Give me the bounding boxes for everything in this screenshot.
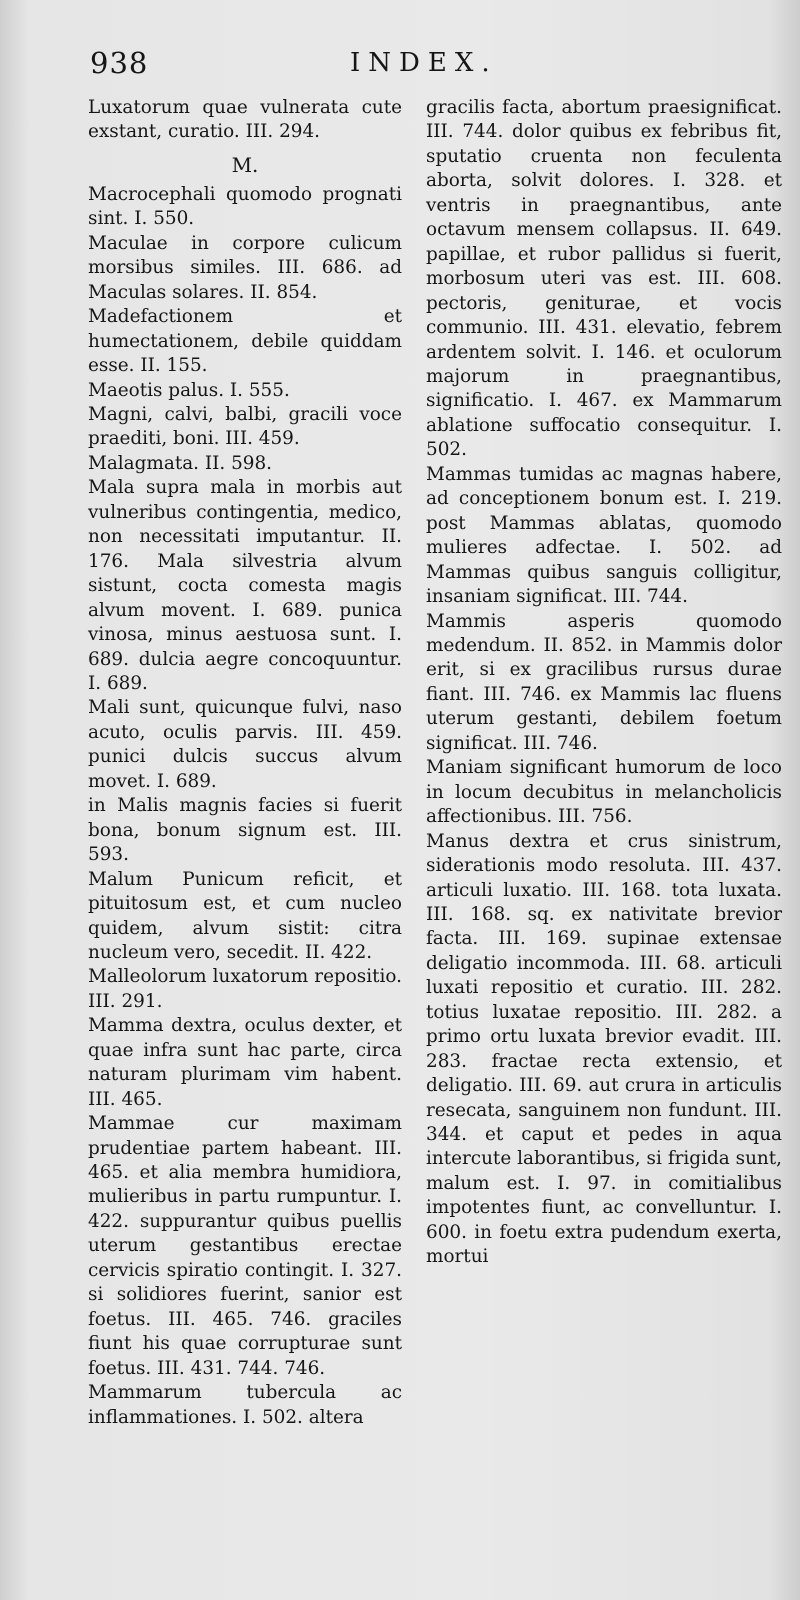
page-header bbox=[0, 46, 800, 86]
index-entry: Malum Punicum reficit, et pituitosum est, et cum nucleo quidem, alvum sistit: citra nucleum vero, secedit. II. 422. bbox=[88, 868, 402, 963]
index-entry: Mammis asperis quomodo medendum. II. 852. in Mammis dolor erit, si ex gracilibus rursus durae fiant. III. 746. ex Mammis lac fluens uterum gestanti, debilem foetum significat. III. 746. bbox=[426, 610, 782, 754]
index-entry: Maeotis palus. I. 555. bbox=[88, 379, 290, 401]
index-entry: Magni, calvi, balbi, gracili voce praediti, boni. III. 459. bbox=[88, 403, 402, 450]
left-column bbox=[88, 96, 402, 1430]
index-entry: Mammarum tubercula ac inflammationes. I. 502. altera bbox=[88, 1382, 402, 1428]
section-heading: M. bbox=[231, 152, 259, 177]
index-entry: Mali sunt, quicunque fulvi, naso acuto, oculis parvis. III. 459. punici dulcis succus alvum movet. I. 689. bbox=[88, 697, 402, 792]
index-entry: Mammas tumidas ac magnas habere, ad conceptionem bonum est. I. 219. post Mammas ablatas, quomodo mulieres adfectae. I. 502. ad Mammas quibus sanguis colligitur, insaniam significat. III. 744. bbox=[426, 463, 782, 608]
running-title: INDEX. bbox=[350, 48, 498, 78]
index-entry: Mamma dextra, oculus dexter, et quae infra sunt hac parte, circa naturam plurimam vim habent. III. 465. bbox=[88, 1015, 402, 1110]
index-entry: Malagmata. II. 598. bbox=[88, 452, 273, 474]
index-entry: Luxatorum quae vulnerata cute exstant, curatio. III. 294. bbox=[88, 97, 402, 143]
index-entry: Madefactionem et humectationem, debile quiddam esse. II. 155. bbox=[88, 306, 402, 377]
index-entry: Mala supra mala in morbis aut vulneribus contingentia, medico, non necessitati imputantur. II. 176. Mala silvestria alvum sistunt, cocta comesta magis alvum movent. I. 689. punica vinosa, minus aestuosa sunt. I. 689. dulcia aegre concoquuntur. I. 689. bbox=[88, 477, 402, 694]
index-entry: Maniam significant humorum de loco in locum decubitus in melancholicis affectionibus. III. 756. bbox=[426, 757, 782, 828]
index-entry: Maculae in corpore culicum morsibus similes. III. 686. ad Maculas solares. II. 854. bbox=[88, 232, 402, 303]
index-entry: gracilis facta, abortum praesignificat. III. 744. dolor quibus ex febribus fit, sputatio cruenta non feculenta aborta, solvit dolores. I. 328. et ventris in praegnantibus, ante octavum mensem collapsus. II. 649. papillae, et rubor pallidus si fuerit, morbosum uteri vas est. III. 608. pectoris, geniturae, et vocis communio. III. 431. elevatio, febrem ardentem solvit. I. 146. et oculorum majorum in praegnantibus, significatio. I. 467. ex Mammarum ablatione suffocatio consequitur. I. 502. bbox=[426, 97, 782, 461]
right-column bbox=[426, 96, 782, 1270]
index-entry: Manus dextra et crus sinistrum, siderationis modo resoluta. III. 437. articuli luxatio. III. 168. tota luxata. III. 168. sq. ex nativitate brevior facta. III. 169. supinae extensae deligatio incommoda. III. 68. articuli luxati repositio et curatio. III. 282. totius luxatae repositio. III. 282. a primo ortu luxata brevior evadit. III. 283. fractae recta extensio, et deligatio. III. 69. aut crura in articulis resecata, sanguinem non fundunt. III. 344. et caput et pedes in aqua intercute laborantibus, si frigida sunt, malum est. I. 97. in comitialibus impotentes fiunt, ac convelluntur. I. 600. in foetu extra pudendum exerta, mortui bbox=[426, 830, 782, 1268]
page-number: 938 bbox=[90, 46, 149, 80]
index-entry: Malleolorum luxatorum repositio. III. 291. bbox=[88, 966, 402, 1012]
index-entry: Macrocephali quomodo prognati sint. I. 550. bbox=[88, 183, 402, 230]
index-entry: in Malis magnis facies si fuerit bona, bonum signum est. III. 593. bbox=[88, 795, 402, 866]
index-entry: Mammae cur maximam prudentiae partem habeant. III. 465. et alia membra humidiora, mulieribus in partu rumpuntur. I. 422. suppurantur quibus puellis uterum gestantibus erectae cervicis spiratio contingit. I. 327. si solidiores fuerint, sanior est foetus. III. 465. 746. graciles fiunt his quae corrupturae sunt foetus. III. 431. 744. 746. bbox=[88, 1113, 402, 1379]
